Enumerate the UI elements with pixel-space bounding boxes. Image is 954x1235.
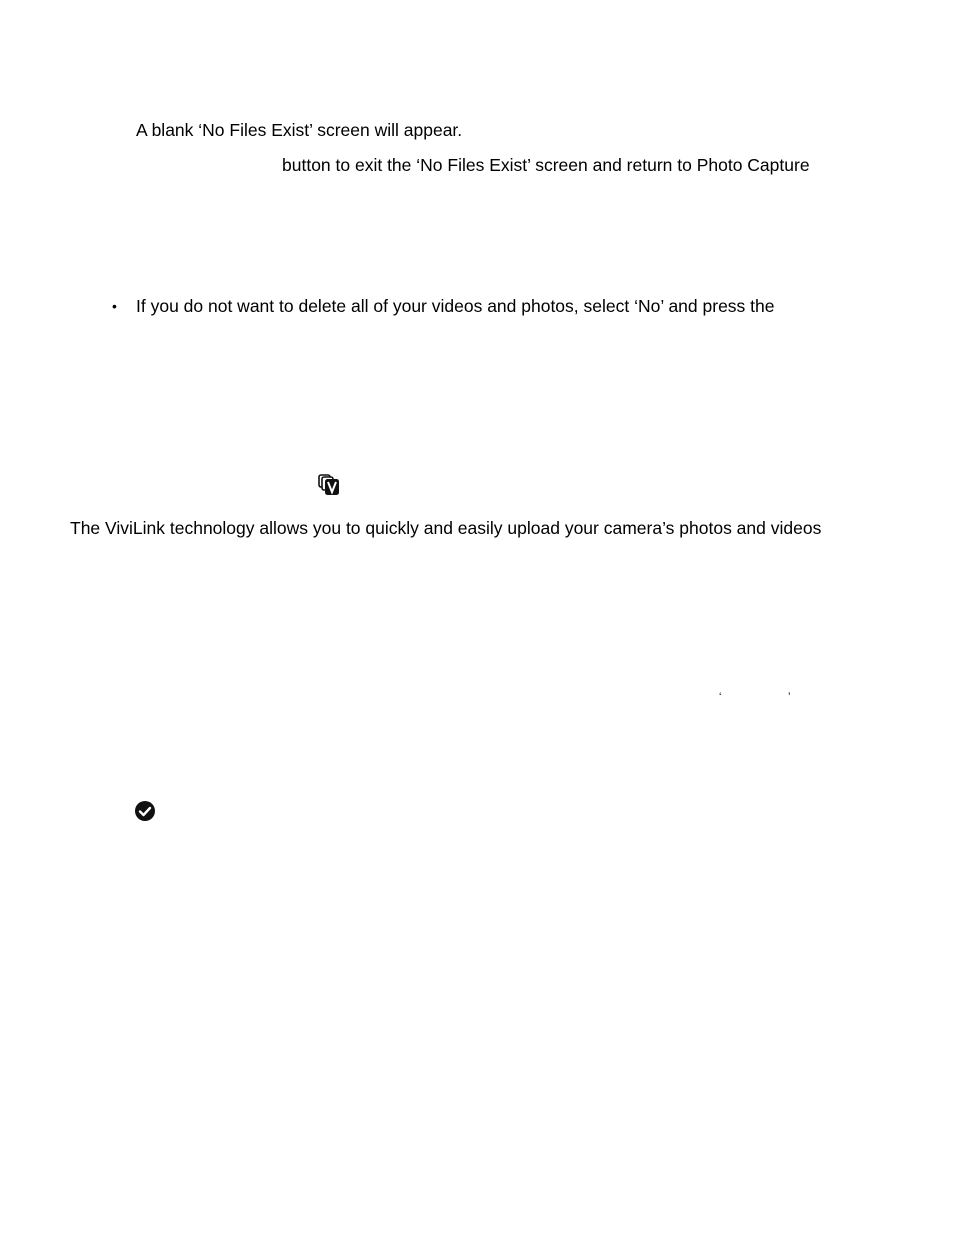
vivilink-icon [318,474,340,496]
vivilink-intro-text: The ViviLink technology allows you to quickly and easily upload your camera’s photos and videos [70,518,822,538]
dont-delete-instruction-text: If you do not want to delete all of your videos and photos, select ‘No’ and press the [136,296,775,316]
blank-screen-text: A blank ‘No Files Exist’ screen will appear. [136,120,463,140]
checkmark-circle-icon [134,800,156,822]
close-quote-mark: ’ [788,691,791,703]
bullet-point: • [112,298,117,314]
exit-instruction-text: button to exit the ‘No Files Exist’ screen and return to Photo Capture [282,155,810,175]
open-quote-mark: ‘ [719,691,722,703]
